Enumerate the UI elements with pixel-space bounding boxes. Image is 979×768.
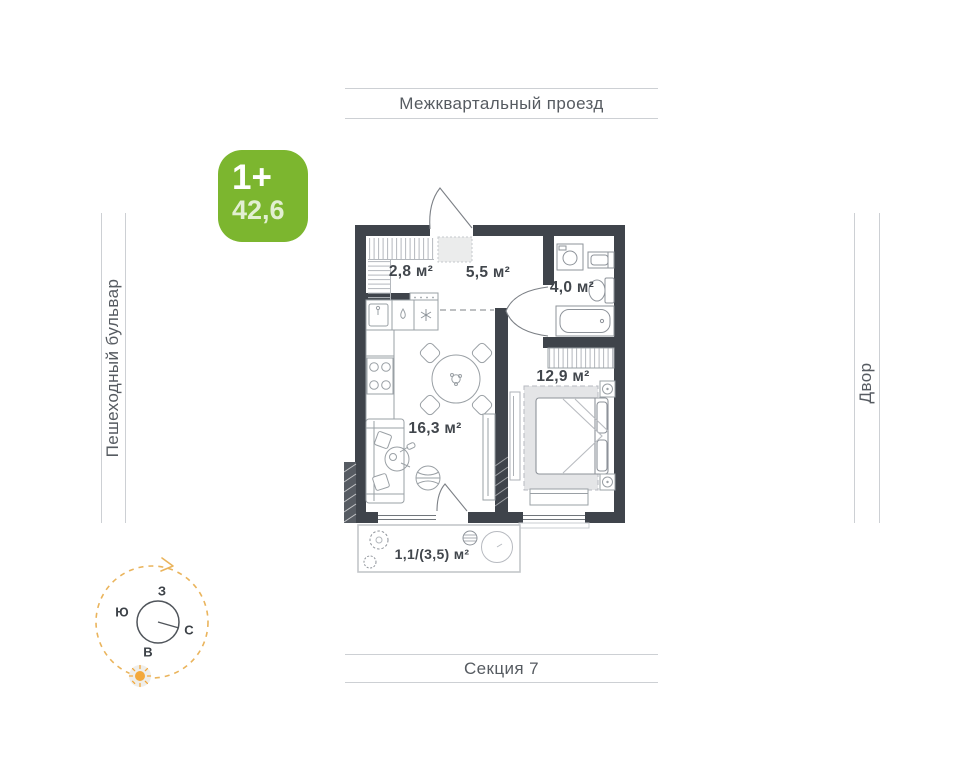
compass-east-label: В [143,644,153,660]
hatched-pier-left [344,462,356,523]
washing-machine-icon [557,244,583,270]
room-area-balcony: 1,1/(3,5) м² [394,546,470,562]
compass-south-label: Ю [115,604,129,620]
entrance-door-arc [430,188,472,229]
section-label-bottom: Секция 7 [464,659,539,678]
doormat [438,237,472,262]
window-sill-right [519,523,589,528]
apartment-area-value: 42,6 [232,194,285,225]
compass-north-label: С [184,622,194,638]
dresser [530,489,588,505]
bathtub-icon [556,306,614,336]
balcony-door-arc [437,484,467,511]
apartment-type-label: 1+ [232,158,272,197]
bed-pillow [597,440,607,471]
compass-west-label: З [157,583,167,599]
street-label-right: Двор [856,362,875,404]
bedroom-wardrobe [548,348,614,368]
dining-set [419,342,494,417]
bed [536,398,608,474]
bedroom-console [510,392,520,480]
room-area-hallway: 5,5 м² [465,264,511,281]
room-area-hall-wardrobe: 2,8 м² [388,263,434,280]
room-area-bathroom: 4,0 м² [549,279,595,296]
room-area-living-kitchen: 16,3 м² [408,420,462,437]
tv-console [483,414,495,500]
street-label-left: Пешеходный бульвар [103,278,122,458]
bath-sink-icon [588,252,614,268]
street-label-top: Межквартальный проезд [399,94,604,113]
bathroom-door-arc [506,287,548,336]
room-area-bedroom: 12,9 м² [536,368,590,385]
